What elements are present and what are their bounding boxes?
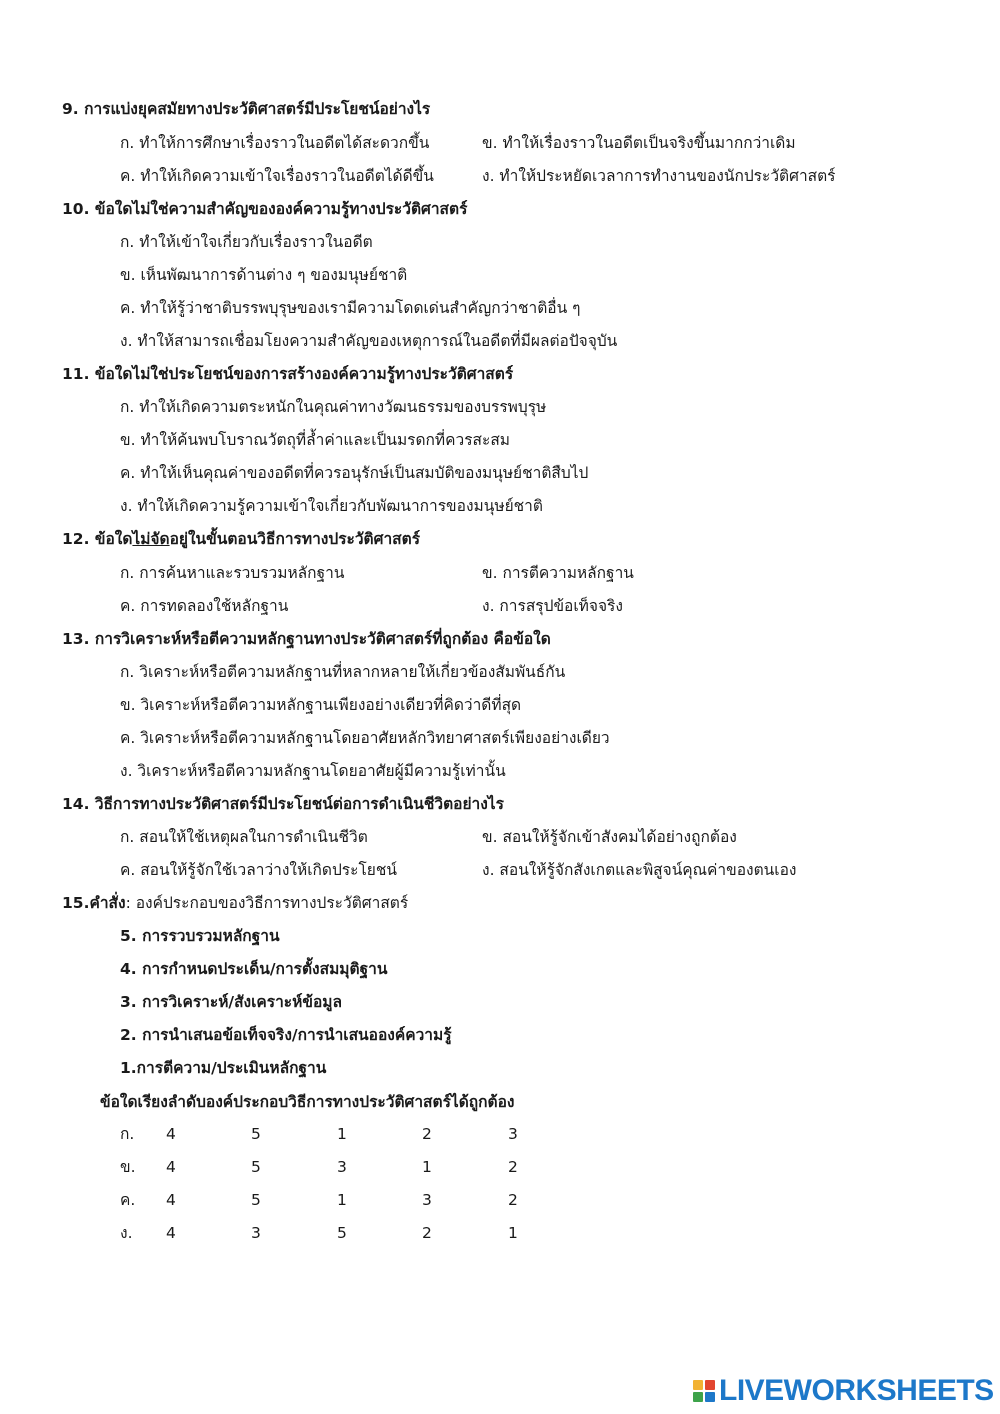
- choice-number: 5: [251, 1125, 261, 1143]
- choice-label: ง.: [120, 1224, 133, 1242]
- question-11-option-c[interactable]: ค. ทำให้เห็นคุณค่าของอดีตที่ควรอนุรักษ์เป็นสมบัติของมนุษย์ชาติสืบไป: [120, 464, 589, 482]
- logo-cell: [693, 1392, 703, 1402]
- liveworksheets-wordmark: LIVEWORKSHEETS: [719, 1374, 994, 1407]
- choice-number: 1: [337, 1125, 347, 1143]
- choice-number: 3: [337, 1158, 347, 1176]
- choice-number: 4: [166, 1158, 176, 1176]
- question-11-option-b[interactable]: ข. ทำให้ค้นพบโบราณวัตถุที่ล้ำค่าและเป็นมรดกที่ควรสะสม: [120, 431, 511, 449]
- choice-number: 1: [508, 1224, 518, 1242]
- question-14-title: 14. วิธีการทางประวัติศาสตร์มีประโยชน์ต่อการดำเนินชีวิตอย่างไร: [62, 795, 504, 813]
- question-10-option-b[interactable]: ข. เห็นพัฒนาการด้านต่าง ๆ ของมนุษย์ชาติ: [120, 266, 408, 284]
- question-12-option-a[interactable]: ก. การค้นหาและรวบรวมหลักฐาน: [120, 564, 345, 582]
- choice-number: 2: [508, 1191, 518, 1209]
- question-9-option-b[interactable]: ข. ทำให้เรื่องราวในอดีตเป็นจริงขึ้นมากกว่าเดิม: [482, 134, 796, 152]
- question-9-title: 9. การแบ่งยุคสมัยทางประวัติศาสตร์มีประโยชน์อย่างไร: [62, 100, 431, 118]
- question-15-step-4: 2. การนำเสนอข้อเท็จจริง/การนำเสนอองค์ความรู้: [120, 1026, 452, 1044]
- choice-label: ค.: [120, 1191, 136, 1209]
- question-15-step-2: 4. การกำหนดประเด็น/การตั้งสมมุติฐาน: [120, 960, 388, 978]
- logo-cell: [705, 1392, 715, 1402]
- question-10-option-d[interactable]: ง. ทำให้สามารถเชื่อมโยงความสำคัญของเหตุการณ์ในอดีตที่มีผลต่อปัจจุบัน: [120, 332, 618, 350]
- choice-number: 2: [422, 1125, 432, 1143]
- question-15-step-3: 3. การวิเคราะห์/สังเคราะห์ข้อมูล: [120, 993, 342, 1011]
- question-15-step-5: 1.การตีความ/ประเมินหลักฐาน: [120, 1059, 327, 1077]
- choice-number: 4: [166, 1125, 176, 1143]
- choice-number: 3: [251, 1224, 261, 1242]
- question-12-title-post: อยู่ในขั้นตอนวิธีการทางประวัติศาสตร์: [169, 530, 421, 548]
- choice-number: 2: [508, 1158, 518, 1176]
- choice-label: ก.: [120, 1125, 135, 1143]
- question-12-title-underlined: ไม่จัด: [132, 530, 170, 548]
- question-10-title: 10. ข้อใดไม่ใช่ความสำคัญขององค์ความรู้ทางประวัติศาสตร์: [62, 200, 468, 218]
- question-12-title-pre: 12. ข้อใด: [62, 530, 133, 548]
- question-15-step-1: 5. การรวบรวมหลักฐาน: [120, 927, 280, 945]
- choice-number: 3: [422, 1191, 432, 1209]
- question-13-option-c[interactable]: ค. วิเคราะห์หรือตีความหลักฐานโดยอาศัยหลักวิทยาศาสตร์เพียงอย่างเดียว: [120, 729, 610, 747]
- choice-number: 5: [251, 1191, 261, 1209]
- question-12-option-d[interactable]: ง. การสรุปข้อเท็จจริง: [482, 597, 623, 615]
- choice-number: 5: [251, 1158, 261, 1176]
- choice-number: 1: [422, 1158, 432, 1176]
- question-12-title: [62, 529, 420, 549]
- choice-number: 4: [166, 1191, 176, 1209]
- question-9-option-a[interactable]: ก. ทำให้การศึกษาเรื่องราวในอดีตได้สะดวกขึ้น: [120, 134, 430, 152]
- logo-cell: [693, 1380, 703, 1390]
- question-12-option-c[interactable]: ค. การทดลองใช้หลักฐาน: [120, 597, 289, 615]
- choice-number: 3: [508, 1125, 518, 1143]
- choice-number: 4: [166, 1224, 176, 1242]
- question-15-title-bold: 15.คำสั่ง: [62, 894, 126, 912]
- question-13-option-b[interactable]: ข. วิเคราะห์หรือตีความหลักฐานเพียงอย่างเดียวที่คิดว่าดีที่สุด: [120, 696, 522, 714]
- logo-cell: [705, 1380, 715, 1390]
- question-15-title-rest: : องค์ประกอบของวิธีการทางประวัติศาสตร์: [125, 894, 409, 912]
- question-14-option-c[interactable]: ค. สอนให้รู้จักใช้เวลาว่างให้เกิดประโยชน์: [120, 861, 397, 879]
- question-14-option-d[interactable]: ง. สอนให้รู้จักสังเกตและพิสูจน์คุณค่าของตนเอง: [482, 861, 797, 879]
- question-11-option-d[interactable]: ง. ทำให้เกิดความรู้ความเข้าใจเกี่ยวกับพัฒนาการของมนุษย์ชาติ: [120, 497, 543, 515]
- question-11-title: 11. ข้อใดไม่ใช่ประโยชน์ของการสร้างองค์ความรู้ทางประวัติศาสตร์: [62, 365, 514, 383]
- question-9-option-c[interactable]: ค. ทำให้เกิดความเข้าใจเรื่องราวในอดีตได้ดีขึ้น: [120, 167, 434, 185]
- liveworksheets-logo: [693, 1374, 994, 1408]
- question-15-title: [62, 893, 408, 913]
- choice-number: 1: [337, 1191, 347, 1209]
- question-13-title: 13. การวิเคราะห์หรือตีความหลักฐานทางประวัติศาสตร์ที่ถูกต้อง คือข้อใด: [62, 630, 551, 648]
- choice-label: ข.: [120, 1158, 136, 1176]
- question-11-option-a[interactable]: ก. ทำให้เกิดความตระหนักในคุณค่าทางวัฒนธรรมของบรรพบุรุษ: [120, 398, 547, 416]
- question-14-option-a[interactable]: ก. สอนให้ใช้เหตุผลในการดำเนินชีวิต: [120, 828, 368, 846]
- question-10-option-c[interactable]: ค. ทำให้รู้ว่าชาติบรรพบุรุษของเรามีความโดดเด่นสำคัญกว่าชาติอื่น ๆ: [120, 299, 581, 317]
- question-14-option-b[interactable]: ข. สอนให้รู้จักเข้าสังคมได้อย่างถูกต้อง: [482, 828, 737, 846]
- question-12-option-b[interactable]: ข. การตีความหลักฐาน: [482, 564, 634, 582]
- question-13-option-a[interactable]: ก. วิเคราะห์หรือตีความหลักฐานที่หลากหลายให้เกี่ยวข้องสัมพันธ์กัน: [120, 663, 566, 681]
- liveworksheets-grid-icon: [693, 1380, 715, 1402]
- question-15-prompt: ข้อใดเรียงลำดับองค์ประกอบวิธีการทางประวัติศาสตร์ได้ถูกต้อง: [100, 1093, 515, 1111]
- question-13-option-d[interactable]: ง. วิเคราะห์หรือตีความหลักฐานโดยอาศัยผู้มีความรู้เท่านั้น: [120, 762, 506, 780]
- question-9-option-d[interactable]: ง. ทำให้ประหยัดเวลาการทำงานของนักประวัติศาสตร์: [482, 167, 836, 185]
- choice-number: 5: [337, 1224, 347, 1242]
- choice-number: 2: [422, 1224, 432, 1242]
- question-10-option-a[interactable]: ก. ทำให้เข้าใจเกี่ยวกับเรื่องราวในอดีต: [120, 233, 373, 251]
